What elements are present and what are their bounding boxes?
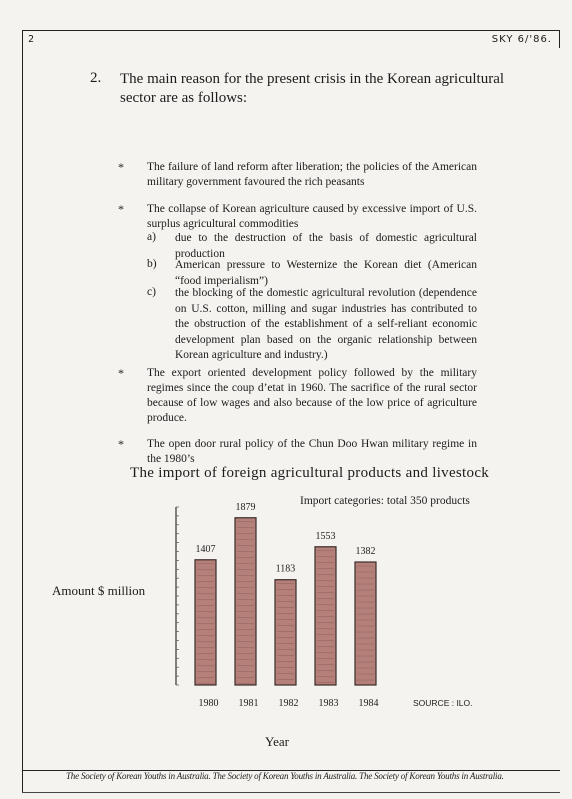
- page-number: 2: [28, 34, 35, 45]
- document-stamp: SKY 6/'86.: [491, 34, 552, 45]
- subitem-text: American pressure to Westernize the Korean diet (American “food imperialism”): [175, 259, 477, 287]
- bullet-text: The export oriented development policy followed by the military regimes since the coup d’etat in 1960. The sacrifice of the rural sector because of low wages and also because of the low price of agriculture produce.: [147, 367, 477, 424]
- bar-chart: [170, 485, 420, 715]
- bullet-text: The collapse of Korean agriculture caused by excessive import of U.S. surplus agricultural commodities: [147, 203, 477, 230]
- subitem-label: a): [147, 231, 156, 243]
- y-axis-label: Amount $ million: [52, 583, 146, 598]
- subitem-text: the blocking of the domestic agricultural revolution (dependence on U.S. cotton, milling and sugar industries has contributed to the obstruction of the establishment of a self-reliant economic development plan based on the organic relationship between Korean agriculture and industry.): [175, 287, 477, 361]
- page-frame-right: [559, 30, 560, 48]
- footer-rule-bottom: [22, 792, 560, 793]
- bullet-text: The failure of land reform after liberation; the policies of the American military government favoured the rich peasants: [147, 161, 477, 188]
- bullet-text: The open door rural policy of the Chun Doo Hwan military regime in the 1980’s: [147, 438, 477, 465]
- x-tick-label: 1980: [198, 698, 219, 709]
- x-tick-label: 1983: [318, 698, 339, 709]
- bullet-marker: *: [118, 366, 124, 380]
- bar-value-label: 1553: [315, 530, 336, 542]
- bar: [355, 562, 376, 685]
- bullet-marker: *: [118, 202, 124, 216]
- section-number: 2.: [90, 70, 102, 86]
- bar-value-label: 1183: [275, 563, 296, 575]
- section-heading: The main reason for the present crisis in the Korean agricultural sector are as follows:: [120, 71, 505, 106]
- chart-subtitle: Import categories: total 350 products: [300, 495, 470, 507]
- page-frame-left: [22, 30, 23, 792]
- subitem-text: due to the destruction of the basis of domestic agricultural production: [175, 232, 477, 260]
- x-axis-label: Year: [265, 734, 289, 749]
- chart-source: SOURCE : ILO.: [413, 698, 473, 708]
- bullet-marker: *: [118, 160, 124, 174]
- footer-text: The Society of Korean Youths in Australia. The Society of Korean Youths in Australia. The Society of Korean Youths in Australia.: [66, 771, 504, 781]
- bar-value-label: 1382: [355, 546, 376, 558]
- bar-value-label: 1879: [235, 501, 256, 513]
- bar: [315, 547, 336, 685]
- subitem-label: c): [147, 286, 156, 298]
- x-tick-label: 1981: [238, 698, 259, 709]
- page-frame-top: [22, 30, 560, 31]
- x-tick-label: 1982: [278, 698, 299, 709]
- x-tick-label: 1984: [358, 698, 379, 709]
- subitem-label: b): [147, 258, 157, 270]
- bar: [195, 560, 216, 685]
- chart-title: The import of foreign agricultural products and livestock: [130, 465, 490, 481]
- bar-value-label: 1407: [195, 543, 216, 555]
- bullet-marker: *: [118, 437, 124, 451]
